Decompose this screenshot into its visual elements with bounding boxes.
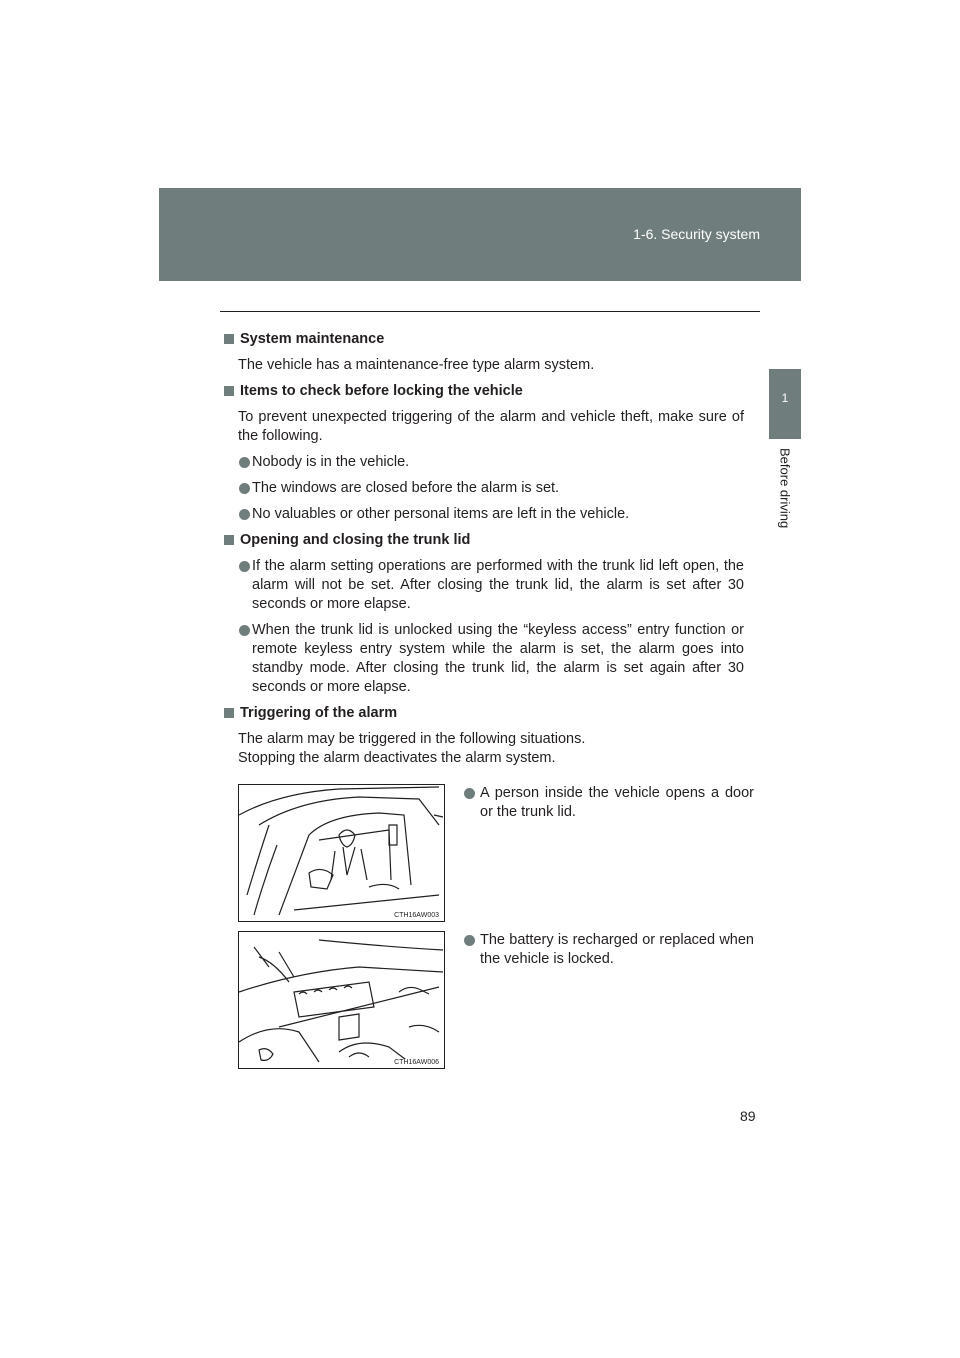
bullet-item: When the trunk lid is unlocked using the “keyless access” entry function or remote keyless entry system while the alarm is set, the alarm goes into standby mode. After closing the trunk lid, the alarm is set again after 30 seconds or more elapse.: [224, 621, 744, 697]
figure-code: CTH16AW006: [394, 1059, 439, 1066]
figure-person-inside-vehicle: [238, 784, 445, 922]
section-heading: System maintenance: [224, 330, 744, 349]
bullet-item: If the alarm setting operations are performed with the trunk lid left open, the alarm will not be set. After closing the trunk lid, the alarm is set after 30 seconds or more elapse.: [224, 557, 744, 614]
figure-code: CTH16AW003: [394, 912, 439, 919]
bullet-dot-icon: [464, 935, 475, 946]
figure-caption: [464, 784, 754, 829]
bullet-dot-icon: [464, 788, 475, 799]
section-heading: Opening and closing the trunk lid: [224, 531, 744, 550]
page-content: [224, 330, 744, 775]
square-marker-icon: [224, 386, 234, 396]
bullet-item: The windows are closed before the alarm is set.: [224, 479, 744, 498]
bullet-item: The battery is recharged or replaced when the vehicle is locked.: [464, 931, 754, 969]
chapter-tab[interactable]: [769, 369, 801, 439]
square-marker-icon: [224, 708, 234, 718]
bullet-item: A person inside the vehicle opens a door or the trunk lid.: [464, 784, 754, 822]
square-marker-icon: [224, 535, 234, 545]
bullet-item: No valuables or other personal items are left in the vehicle.: [224, 505, 744, 524]
chapter-number: 1: [781, 391, 789, 405]
square-marker-icon: [224, 334, 234, 344]
header-rule: [220, 311, 760, 312]
figure-battery-replacement: [238, 931, 445, 1069]
person-inside-vehicle-illustration: [239, 785, 444, 921]
battery-replacement-illustration: [239, 932, 444, 1068]
header-band: [159, 188, 801, 281]
paragraph: To prevent unexpected triggering of the alarm and vehicle theft, make sure of the following.: [238, 409, 744, 444]
page-number: 89: [740, 1108, 756, 1124]
bullet-dot-icon: [239, 457, 250, 468]
figure-caption: [464, 931, 754, 976]
section-heading: Items to check before locking the vehicle: [224, 382, 744, 401]
section-heading: Triggering of the alarm: [224, 704, 744, 723]
chapter-label: Before driving: [777, 448, 793, 529]
chapter-label-container: [770, 448, 800, 548]
bullet-dot-icon: [239, 561, 250, 572]
paragraph: Stopping the alarm deactivates the alarm system.: [238, 750, 556, 766]
bullet-item: Nobody is in the vehicle.: [224, 453, 744, 472]
bullet-dot-icon: [239, 625, 250, 636]
paragraph: The vehicle has a maintenance-free type alarm system.: [238, 357, 595, 373]
section-title: 1-6. Security system: [633, 226, 760, 242]
bullet-dot-icon: [239, 483, 250, 494]
bullet-dot-icon: [239, 509, 250, 520]
paragraph: The alarm may be triggered in the following situations.: [238, 731, 586, 747]
